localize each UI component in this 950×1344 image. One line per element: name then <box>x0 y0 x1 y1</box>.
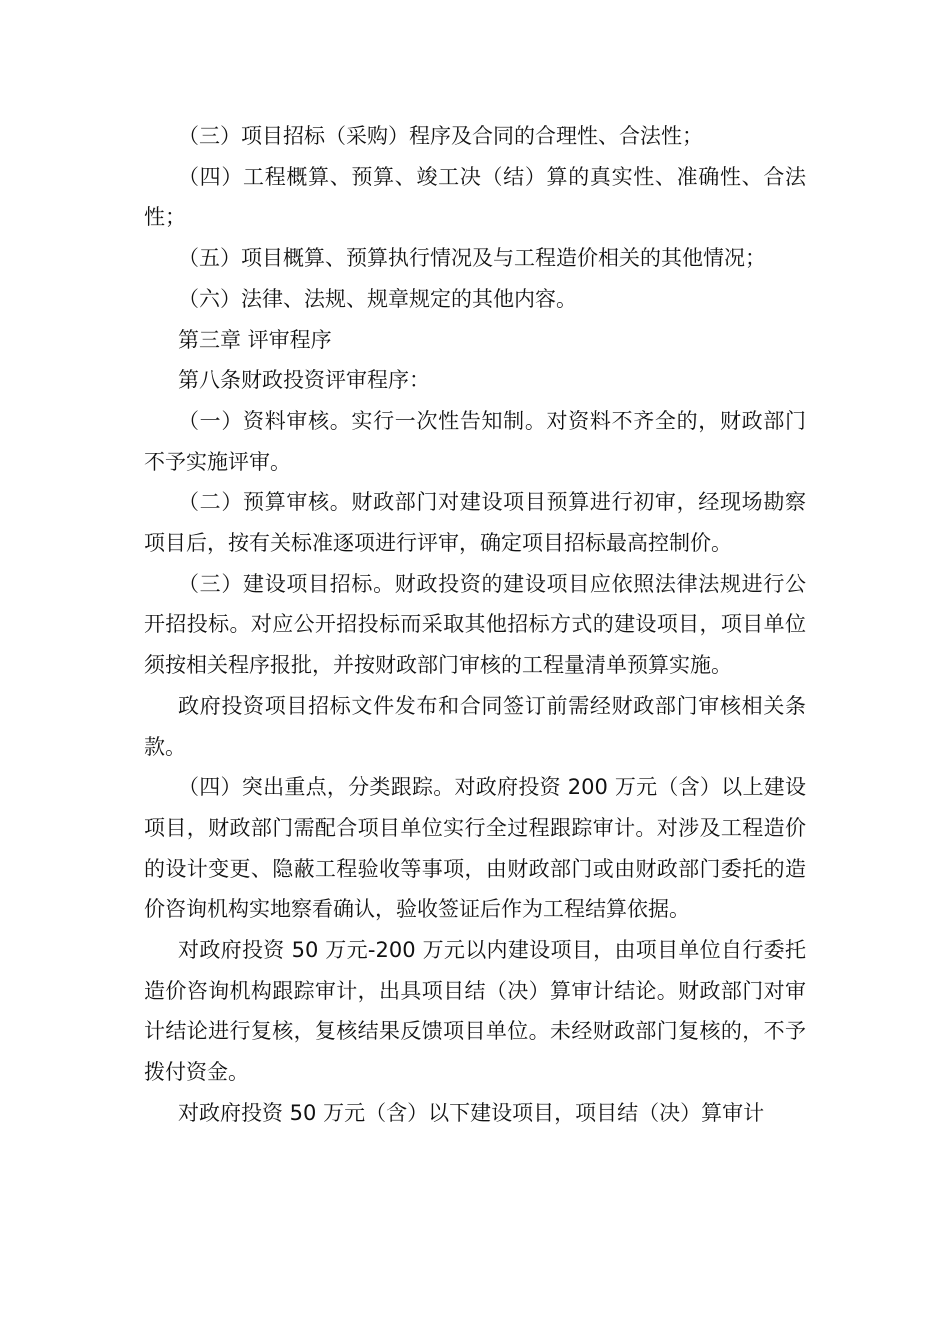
paragraph-item-6-other: （六）法律、法规、规章规定的其他内容。 <box>178 286 577 311</box>
paragraph-step-3-note: 政府投资项目招标文件发布和合同签订前需经财政部门审核相关条款。 <box>144 693 806 759</box>
paragraph-step-4: （四）突出重点，分类跟踪。对政府投资 200 万元（含）以上建设项目，财政部门需配合项目单位实行全过程跟踪审计。对涉及工程造价的设计变更、隐蔽工程验收等事项，由财政部门或由财政部门委托的造价咨询机构实地察看确认，验收签证后作为工程结算依据。 <box>144 775 806 922</box>
paragraph-step-1: （一）资料审核。实行一次性告知制。对资料不齐全的，财政部门不予实施评审。 <box>144 408 806 474</box>
paragraph-item-5-execution: （五）项目概算、预算执行情况及与工程造价相关的其他情况； <box>178 246 766 271</box>
paragraph-step-3: （三）建设项目招标。财政投资的建设项目应依照法律法规进行公开招投标。对应公开招投标而采取其他招标方式的建设项目，项目单位须按相关程序报批，并按财政部门审核的工程量清单预算实施。 <box>144 571 806 678</box>
article-heading: 第八条财政投资评审程序： <box>178 368 430 393</box>
paragraph-step-4-mid-range: 对政府投资 50 万元-200 万元以内建设项目，由项目单位自行委托造价咨询机构跟踪审计，出具项目结（决）算审计结论。财政部门对审计结论进行复核，复核结果反馈项目单位。未经财政部门复核的，不予拨付资金。 <box>144 938 806 1085</box>
paragraph-item-4-budget: （四）工程概算、预算、竣工决（结）算的真实性、准确性、合法性； <box>144 164 806 230</box>
document-body <box>144 116 806 1134</box>
chapter-heading: 第三章 评审程序 <box>178 327 332 352</box>
paragraph-step-4-low-range: 对政府投资 50 万元（含）以下建设项目，项目结（决）算审计 <box>178 1100 765 1125</box>
paragraph-item-3-bidding: （三）项目招标（采购）程序及合同的合理性、合法性； <box>178 124 703 148</box>
paragraph-step-2: （二）预算审核。财政部门对建设项目预算进行初审，经现场勘察项目后，按有关标准逐项进行评审，确定项目招标最高控制价。 <box>144 490 806 556</box>
